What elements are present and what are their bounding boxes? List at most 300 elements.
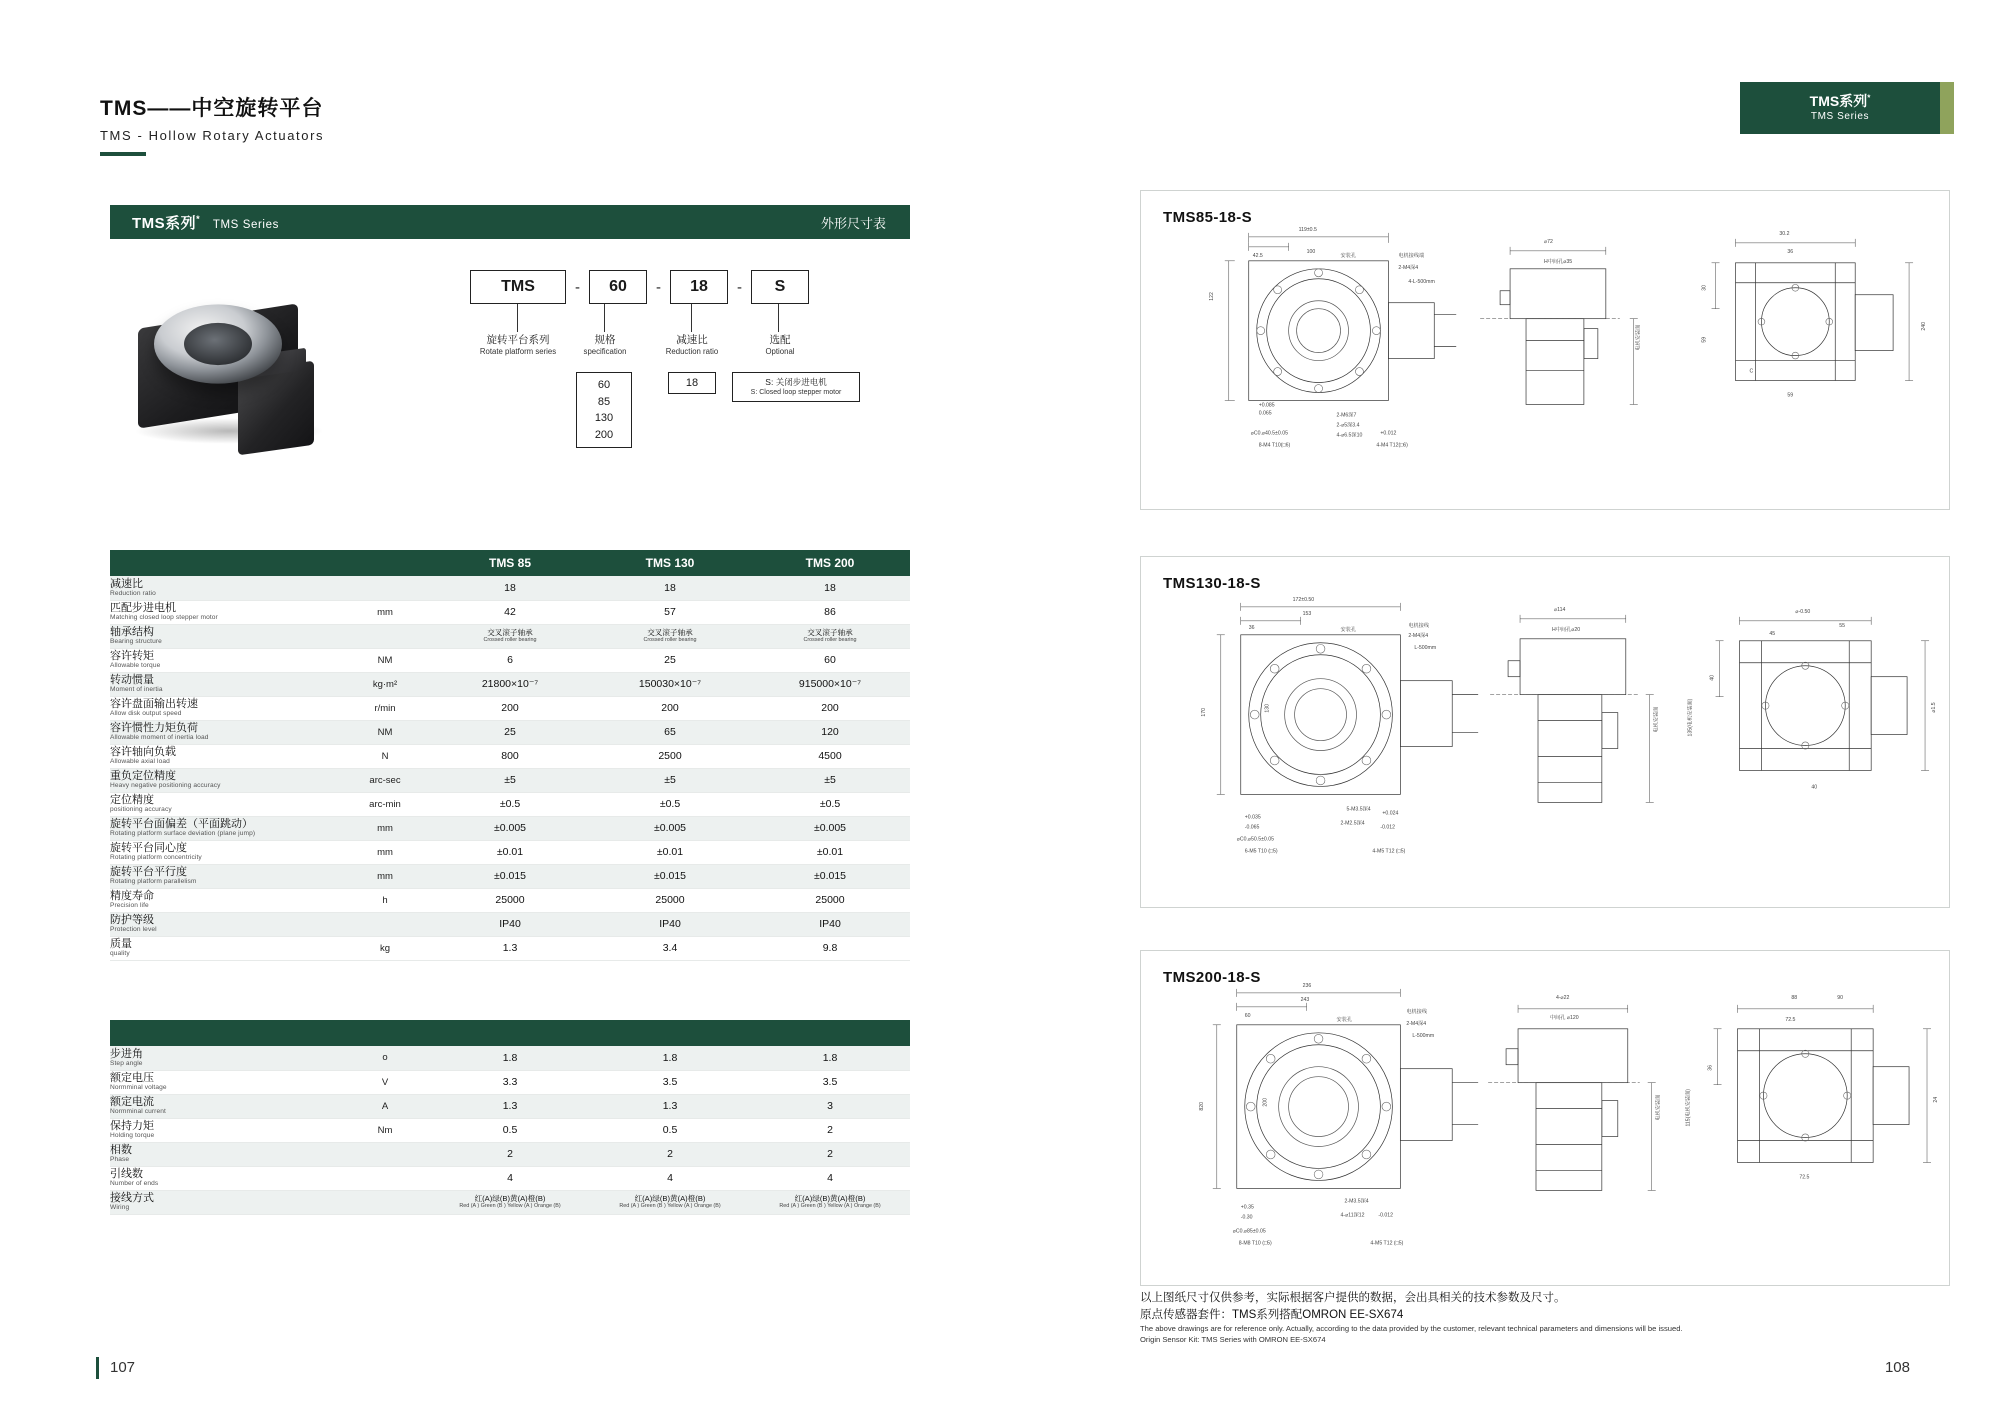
row-value-130: ±0.01 — [590, 840, 750, 864]
footnote-en-2: Origin Sensor Kit: TMS Series with OMRON EE-SX674 — [1140, 1335, 1326, 1345]
code-detail-row — [470, 368, 940, 478]
row-unit: V — [340, 1070, 430, 1094]
row-value-85: 6 — [430, 648, 590, 672]
table-row — [110, 576, 910, 600]
svg-text:59: 59 — [1701, 336, 1708, 343]
svg-text:电机安装面: 电机安装面 — [1655, 1094, 1662, 1121]
section-band-left — [110, 212, 279, 233]
row-unit: mm — [340, 840, 430, 864]
svg-text:820: 820 — [1198, 1101, 1205, 1111]
svg-text:L-500mm: L-500mm — [1412, 1032, 1435, 1039]
row-value-200: ±0.01 — [750, 840, 910, 864]
svg-text:⌀C0.⌀50.5±0.05: ⌀C0.⌀50.5±0.05 — [1236, 836, 1275, 843]
svg-text:8-M4 T10(□6): 8-M4 T10(□6) — [1258, 442, 1291, 449]
main-spec-table-wrap — [110, 550, 910, 961]
row-value-85: 42 — [430, 600, 590, 624]
row-value-130: 57 — [590, 600, 750, 624]
table-row — [110, 672, 910, 696]
row-label: 接线方式 Wiring — [110, 1190, 340, 1214]
table-row — [110, 600, 910, 624]
svg-text:电机接线: 电机接线 — [1408, 622, 1430, 629]
svg-text:C: C — [1749, 368, 1754, 375]
row-value-200: ±0.005 — [750, 816, 910, 840]
drawing-panel-tms130 — [1140, 556, 1950, 908]
main-table-body — [110, 576, 910, 960]
row-value-130: 25000 — [590, 888, 750, 912]
svg-text:36: 36 — [1248, 624, 1255, 631]
svg-text:24: 24 — [1932, 1096, 1939, 1103]
table-row — [110, 840, 910, 864]
table-row — [110, 744, 910, 768]
row-value-85: ±0.5 — [430, 792, 590, 816]
svg-text:200: 200 — [1262, 1097, 1269, 1107]
table-row — [110, 1070, 910, 1094]
row-value-85: ±5 — [430, 768, 590, 792]
svg-text:4-L-500mm: 4-L-500mm — [1408, 278, 1435, 285]
svg-text:236: 236 — [1302, 982, 1312, 989]
motor-header-blank3 — [430, 1020, 590, 1046]
row-label: 相数 Phase — [110, 1142, 340, 1166]
table-row — [110, 816, 910, 840]
photo-rotary-ring — [154, 304, 282, 383]
row-unit: mm — [340, 600, 430, 624]
row-label: 减速比 Reduction ratio — [110, 576, 340, 600]
row-value-130: 3.4 — [590, 936, 750, 960]
label-spec-en: specification — [583, 347, 627, 357]
row-value-85: 3.3 — [430, 1070, 590, 1094]
svg-text:⌀C0.⌀85±0.05: ⌀C0.⌀85±0.05 — [1232, 1228, 1266, 1235]
row-value-130: 4 — [590, 1166, 750, 1190]
svg-text:H中间孔⌀35: H中间孔⌀35 — [1543, 258, 1573, 265]
model-code-diagram — [470, 270, 940, 478]
model-code-box-ratio: 18 — [670, 270, 728, 304]
row-value-200: 915000×10⁻⁷ — [750, 672, 910, 696]
svg-text:172±0.50: 172±0.50 — [1292, 596, 1315, 603]
row-label: 容许盘面输出转速 Allow disk output speed — [110, 696, 340, 720]
table-row — [110, 792, 910, 816]
svg-text:-0.012: -0.012 — [1380, 824, 1396, 831]
dash-3: - — [737, 278, 742, 296]
row-value-85: 1.3 — [430, 1094, 590, 1118]
row-label: 精度寿命 Precision life — [110, 888, 340, 912]
svg-text:2-M4深4: 2-M4深4 — [1408, 632, 1429, 639]
row-label: 定位精度 positioning accuracy — [110, 792, 340, 816]
page-title — [100, 92, 324, 156]
row-value-200: 9.8 — [750, 936, 910, 960]
svg-text:-0.065: -0.065 — [1244, 824, 1260, 831]
row-value-200: 2 — [750, 1142, 910, 1166]
svg-text:36: 36 — [1707, 1064, 1714, 1071]
dash-2: - — [656, 278, 661, 296]
table-row — [110, 648, 910, 672]
row-unit: A — [340, 1094, 430, 1118]
table-row — [110, 912, 910, 936]
row-value-130: IP40 — [590, 912, 750, 936]
row-label: 容许轴向负载 Allowable axial load — [110, 744, 340, 768]
label-series-en: Rotate platform series — [479, 347, 557, 357]
row-value-130: 2 — [590, 1142, 750, 1166]
table-row — [110, 696, 910, 720]
row-unit: kg — [340, 936, 430, 960]
main-header-tms200: TMS 200 — [750, 550, 910, 576]
svg-text:153: 153 — [1302, 610, 1312, 617]
row-value-200: ±5 — [750, 768, 910, 792]
series-label-en: TMS Series — [212, 218, 279, 231]
series-tab-en: TMS Series — [1810, 110, 1870, 122]
row-value-200: 4500 — [750, 744, 910, 768]
drawing-title-tms130: TMS130-18-S — [1163, 575, 1261, 592]
drawing-panel-tms85 — [1140, 190, 1950, 510]
motor-table-header-row — [110, 1020, 910, 1046]
optional-note-en: S: Closed loop stepper motor — [750, 389, 842, 397]
row-value-85: 200 — [430, 696, 590, 720]
row-value-200: 18 — [750, 576, 910, 600]
drawing-title-tms85: TMS85-18-S — [1163, 209, 1253, 226]
row-value-200: 25000 — [750, 888, 910, 912]
row-value-130: ±0.015 — [590, 864, 750, 888]
svg-text:135(电机安装面): 135(电机安装面) — [1687, 698, 1694, 737]
row-label: 容许惯性力矩负荷 Allowable moment of inertia load — [110, 720, 340, 744]
code-label-row — [470, 334, 940, 368]
model-code-box-spec: 60 — [589, 270, 647, 304]
svg-text:电机接线端: 电机接线端 — [1398, 252, 1425, 259]
row-value-130: ±0.5 — [590, 792, 750, 816]
svg-text:60: 60 — [1244, 1012, 1251, 1019]
row-unit: arc-min — [340, 792, 430, 816]
table-row — [110, 936, 910, 960]
row-label: 保持力矩 Holding torque — [110, 1118, 340, 1142]
svg-text:⌀C0.⌀40.5±0.05: ⌀C0.⌀40.5±0.05 — [1250, 430, 1288, 437]
row-unit: Nm — [340, 1118, 430, 1142]
svg-text:30: 30 — [1701, 284, 1708, 291]
svg-text:6-M5 T10 (□5): 6-M5 T10 (□5) — [1244, 848, 1278, 855]
row-value-85: 交叉滚子轴承 Crossed roller bearing — [430, 624, 590, 648]
motor-spec-table-wrap — [110, 1020, 910, 1215]
label-spec — [574, 334, 636, 357]
row-value-200: 200 — [750, 696, 910, 720]
svg-text:115(电机安装面): 115(电机安装面) — [1685, 1088, 1692, 1127]
row-unit: mm — [340, 864, 430, 888]
table-row — [110, 1118, 910, 1142]
svg-text:4-⌀6.5深10: 4-⌀6.5深10 — [1336, 432, 1363, 439]
motor-table-body — [110, 1046, 910, 1214]
row-value-85: 1.3 — [430, 936, 590, 960]
page-title-cn: TMS——中空旋转平台 — [100, 97, 324, 120]
page-number-right: 108 — [1884, 1359, 1910, 1376]
footnote-cn-1: 以上图纸尺寸仅供参考，实际根据客户提供的数据，会出具相关的技术参数及尺寸。 — [1140, 1292, 1566, 1304]
label-option-en: Optional — [765, 347, 795, 357]
row-unit — [340, 1142, 430, 1166]
svg-text:2-M6深7: 2-M6深7 — [1336, 412, 1357, 419]
row-unit: mm — [340, 816, 430, 840]
svg-text:+0.012: +0.012 — [1380, 430, 1397, 437]
row-unit: NM — [340, 648, 430, 672]
motor-header-blank1 — [110, 1020, 340, 1046]
leader-ratio — [691, 304, 692, 332]
leader-option — [778, 304, 779, 332]
row-value-130: 0.5 — [590, 1118, 750, 1142]
series-tab-cn: TMS系列* — [1809, 93, 1871, 109]
leader-spec — [604, 304, 605, 332]
row-value-130: 1.8 — [590, 1046, 750, 1070]
table-row — [110, 1094, 910, 1118]
svg-text:安装孔: 安装孔 — [1340, 626, 1357, 633]
row-value-200: 交叉滚子轴承 Crossed roller bearing — [750, 624, 910, 648]
svg-text:安装孔: 安装孔 — [1340, 252, 1357, 259]
label-series — [465, 334, 571, 357]
footnote — [1140, 1290, 1970, 1345]
row-value-130: 交叉滚子轴承 Crossed roller bearing — [590, 624, 750, 648]
svg-text:2-M4深4: 2-M4深4 — [1406, 1020, 1427, 1027]
row-value-85: 2 — [430, 1142, 590, 1166]
row-value-200: 60 — [750, 648, 910, 672]
table-row — [110, 624, 910, 648]
series-sup: * — [196, 213, 201, 224]
row-value-130: ±0.005 — [590, 816, 750, 840]
row-value-200: 86 — [750, 600, 910, 624]
svg-text:55: 55 — [1839, 622, 1846, 629]
row-label: 轴承结构 Bearing structure — [110, 624, 340, 648]
row-label: 额定电流 Normminal current — [110, 1094, 340, 1118]
row-value-200: 3.5 — [750, 1070, 910, 1094]
svg-text:L-500mm: L-500mm — [1414, 644, 1437, 651]
svg-text:安装孔: 安装孔 — [1336, 1016, 1353, 1023]
row-value-85: 25000 — [430, 888, 590, 912]
svg-text:4-M5 T12 (□5): 4-M5 T12 (□5) — [1370, 1240, 1404, 1247]
row-label: 步进角 Step angle — [110, 1046, 340, 1070]
row-unit: NM — [340, 720, 430, 744]
row-value-130: 3.5 — [590, 1070, 750, 1094]
svg-text:30.2: 30.2 — [1779, 230, 1790, 237]
spec-option-60: 60 — [597, 379, 611, 391]
row-label: 防护等级 Protection level — [110, 912, 340, 936]
svg-text:+0.085: +0.085 — [1258, 402, 1275, 409]
page-title-en: TMS - Hollow Rotary Actuators — [100, 128, 325, 143]
ratio-options-box — [668, 372, 716, 394]
svg-text:4-M4 T12(□6): 4-M4 T12(□6) — [1376, 442, 1408, 449]
main-table-header-row — [110, 550, 910, 576]
row-unit — [340, 912, 430, 936]
page-number-left: 107 — [110, 1359, 136, 1376]
svg-text:⌀72: ⌀72 — [1543, 238, 1553, 245]
drawing-title-tms200: TMS200-18-S — [1163, 969, 1261, 986]
svg-text:243: 243 — [1300, 996, 1310, 1003]
svg-text:2-M3.5深4: 2-M3.5深4 — [1344, 1198, 1369, 1205]
svg-text:72.5: 72.5 — [1799, 1174, 1810, 1181]
svg-text:+0.035: +0.035 — [1244, 814, 1261, 821]
spec-option-130: 130 — [594, 412, 614, 424]
footnote-en-1: The above drawings are for reference only. Actually, according to the data provided by the customer, relevant technical parameters and dimensions will be issued. — [1140, 1324, 1683, 1334]
svg-text:⌀1.5: ⌀1.5 — [1931, 702, 1938, 713]
svg-text:4-⌀11深12: 4-⌀11深12 — [1340, 1212, 1365, 1219]
row-value-85: 25 — [430, 720, 590, 744]
main-header-tms130: TMS 130 — [590, 550, 750, 576]
row-value-200: ±0.5 — [750, 792, 910, 816]
label-ratio-cn: 减速比 — [676, 334, 708, 346]
optional-note-box — [732, 372, 860, 402]
svg-text:⌀-0.50: ⌀-0.50 — [1795, 608, 1811, 615]
label-ratio-en: Reduction ratio — [665, 347, 719, 357]
main-header-blank2 — [340, 550, 430, 576]
row-value-130: 18 — [590, 576, 750, 600]
spec-option-85: 85 — [597, 395, 611, 408]
svg-text:H中间孔⌀20: H中间孔⌀20 — [1551, 626, 1581, 633]
model-code-row — [470, 270, 940, 304]
row-value-85: IP40 — [430, 912, 590, 936]
row-value-200: 1.8 — [750, 1046, 910, 1070]
row-value-85: ±0.015 — [430, 864, 590, 888]
row-unit — [340, 1166, 430, 1190]
row-label: 旋转平台平行度 Rotating platform parallelism — [110, 864, 340, 888]
table-row — [110, 768, 910, 792]
model-code-box-option: S — [751, 270, 809, 304]
row-value-85: 1.8 — [430, 1046, 590, 1070]
row-label: 额定电压 Normminal voltage — [110, 1070, 340, 1094]
svg-text:170: 170 — [1200, 707, 1207, 717]
row-value-130: ±5 — [590, 768, 750, 792]
section-band — [110, 205, 910, 239]
row-value-85: 18 — [430, 576, 590, 600]
row-value-85: 4 — [430, 1166, 590, 1190]
title-rule — [100, 152, 146, 156]
motor-header-blank5 — [750, 1020, 910, 1046]
svg-text:电机安装面: 电机安装面 — [1653, 706, 1660, 733]
ratio-option-18: 18 — [685, 377, 699, 389]
svg-text:88: 88 — [1791, 994, 1798, 1001]
table-row — [110, 888, 910, 912]
row-unit: kg·m² — [340, 672, 430, 696]
row-unit: o — [340, 1046, 430, 1070]
row-value-200: ±0.015 — [750, 864, 910, 888]
row-value-85: 800 — [430, 744, 590, 768]
main-spec-table — [110, 550, 910, 961]
row-unit: r/min — [340, 696, 430, 720]
svg-text:40: 40 — [1811, 784, 1818, 791]
row-value-130: 25 — [590, 648, 750, 672]
row-value-200: 120 — [750, 720, 910, 744]
table-row — [110, 1190, 910, 1214]
svg-text:2-M2.5深4: 2-M2.5深4 — [1340, 820, 1365, 827]
right-page — [1090, 0, 2000, 1422]
svg-text:119±0.5: 119±0.5 — [1298, 226, 1317, 233]
svg-text:8-M8 T10 (□5): 8-M8 T10 (□5) — [1238, 1240, 1272, 1247]
svg-text:4-M5 T12 (□5): 4-M5 T12 (□5) — [1372, 848, 1406, 855]
product-photo-image — [120, 268, 350, 478]
section-band-right: 外形尺寸表 — [820, 215, 886, 231]
footnote-cn-2: 原点传感器套件：TMS系列搭配OMRON EE-SX674 — [1140, 1308, 1404, 1321]
table-row — [110, 1046, 910, 1070]
svg-text:100: 100 — [1306, 248, 1316, 255]
svg-text:电机安装面: 电机安装面 — [1635, 324, 1642, 351]
svg-text:42.5: 42.5 — [1252, 252, 1263, 259]
row-label: 引线数 Number of ends — [110, 1166, 340, 1190]
svg-text:2-M4深4: 2-M4深4 — [1398, 264, 1419, 271]
series-tab — [1740, 82, 1940, 134]
row-label: 匹配步进电机 Matching closed loop stepper motor — [110, 600, 340, 624]
row-unit — [340, 576, 430, 600]
row-unit — [340, 1190, 430, 1214]
row-unit — [340, 624, 430, 648]
svg-text:4-⌀22: 4-⌀22 — [1555, 994, 1570, 1001]
series-label-cn: TMS系列 — [132, 214, 197, 232]
svg-text:40: 40 — [1709, 674, 1716, 681]
svg-text:72.5: 72.5 — [1785, 1016, 1796, 1023]
main-header-blank1 — [110, 550, 340, 576]
svg-text:2-⌀5深3.4: 2-⌀5深3.4 — [1336, 422, 1360, 429]
svg-text:5-M3.5深4: 5-M3.5深4 — [1346, 806, 1371, 813]
row-value-200: 3 — [750, 1094, 910, 1118]
row-value-130: 红(A)绿(B)黄(A)橙(B) Red (A ) Green (B ) Yellow (A ) Orange (B) — [590, 1190, 750, 1214]
svg-text:-0.012: -0.012 — [1378, 1212, 1394, 1219]
leader-series — [517, 304, 518, 332]
row-value-85: 21800×10⁻⁷ — [430, 672, 590, 696]
row-value-85: 红(A)绿(B)黄(A)橙(B) Red (A ) Green (B ) Yellow (A ) Orange (B) — [430, 1190, 590, 1214]
row-value-130: 65 — [590, 720, 750, 744]
svg-text:⌀114: ⌀114 — [1553, 606, 1566, 613]
row-value-200: 4 — [750, 1166, 910, 1190]
model-code-box-series: TMS — [470, 270, 566, 304]
svg-text:59: 59 — [1787, 392, 1794, 399]
row-value-200: 红(A)绿(B)黄(A)橙(B) Red (A ) Green (B ) Yellow (A ) Orange (B) — [750, 1190, 910, 1214]
label-option — [752, 334, 808, 357]
svg-text:中间孔 ⌀120: 中间孔 ⌀120 — [1549, 1014, 1579, 1021]
drawing-tms85 — [1141, 191, 1949, 510]
svg-text:+0.35: +0.35 — [1240, 1204, 1254, 1211]
table-row — [110, 1142, 910, 1166]
optional-note-cn: S: 关闭步进电机 — [765, 377, 827, 387]
row-value-130: 2500 — [590, 744, 750, 768]
row-unit: arc-sec — [340, 768, 430, 792]
row-value-85: 0.5 — [430, 1118, 590, 1142]
svg-text:240: 240 — [1921, 322, 1928, 331]
row-unit: h — [340, 888, 430, 912]
row-label: 容许转矩 Allowable torque — [110, 648, 340, 672]
svg-text:45: 45 — [1769, 630, 1776, 637]
row-label: 旋转平台同心度 Rotating platform concentricity — [110, 840, 340, 864]
svg-text:-0.30: -0.30 — [1240, 1214, 1253, 1221]
svg-text:90: 90 — [1837, 994, 1844, 1001]
row-value-85: ±0.005 — [430, 816, 590, 840]
table-row — [110, 864, 910, 888]
main-header-tms85: TMS 85 — [430, 550, 590, 576]
row-unit: N — [340, 744, 430, 768]
motor-header-blank4 — [590, 1020, 750, 1046]
table-row — [110, 1166, 910, 1190]
row-label: 重负定位精度 Heavy negative positioning accuracy — [110, 768, 340, 792]
label-ratio — [658, 334, 726, 357]
svg-text:122: 122 — [1208, 292, 1215, 301]
svg-text:电机接线: 电机接线 — [1406, 1008, 1428, 1015]
drawing-tms130 — [1141, 557, 1949, 908]
row-label: 旋转平台面偏差（平面跳动） Rotating platform surface deviation (plane jump) — [110, 816, 340, 840]
svg-text:36: 36 — [1787, 248, 1794, 255]
label-spec-cn: 规格 — [594, 334, 616, 346]
label-option-cn: 选配 — [769, 334, 791, 346]
svg-text:130: 130 — [1264, 703, 1271, 713]
dash-1: - — [575, 278, 580, 296]
row-label: 转动惯量 Moment of inertia — [110, 672, 340, 696]
label-series-cn: 旋转平台系列 — [486, 334, 550, 346]
spec-options-box — [576, 372, 632, 448]
svg-text:+0.024: +0.024 — [1382, 810, 1399, 817]
table-row — [110, 720, 910, 744]
row-value-200: 2 — [750, 1118, 910, 1142]
spec-option-200: 200 — [594, 428, 614, 441]
svg-text:0.065: 0.065 — [1258, 410, 1272, 417]
drawing-panel-tms200 — [1140, 950, 1950, 1286]
drawing-tms200 — [1141, 951, 1949, 1286]
motor-spec-table — [110, 1020, 910, 1215]
